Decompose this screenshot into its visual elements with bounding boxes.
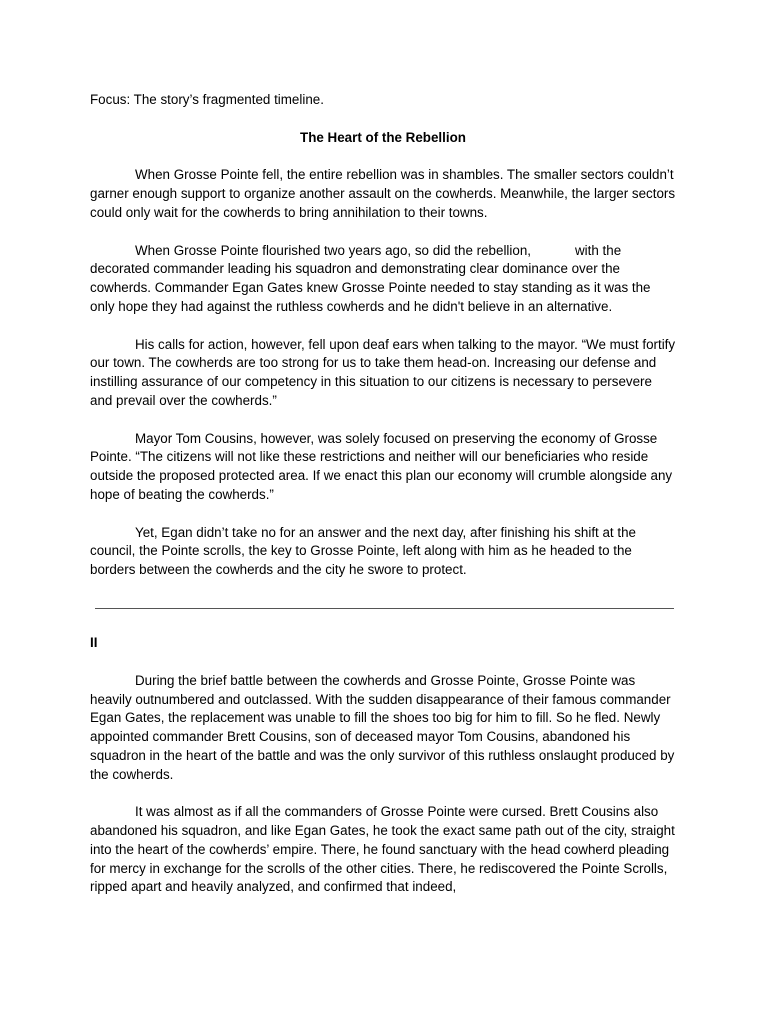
paragraph-2-after-gap: with the xyxy=(575,242,622,258)
story-title: The Heart of the Rebellion xyxy=(300,129,466,145)
paragraph-5: Yet, Egan didn’t take no for an answer and the next day, after finishing his shift at the council, the Pointe scrolls, the key to Grosse Pointe, left along with him as he headed to the borders between the cowherds and the city he swore to protect. xyxy=(90,524,636,578)
paragraph-2-rest: decorated commander leading his squadron and demonstrating clear dominance over the cowherds. Commander Egan Gates knew Grosse Pointe needed to stay standing as it was the only hope they had against the ruthless cowherds and he didn't believe in an alternative. xyxy=(90,261,651,314)
section-2 xyxy=(90,672,676,898)
document-page xyxy=(90,91,676,897)
paragraph-2-start: When Grosse Pointe flourished two years ago, so did the rebellion, xyxy=(135,242,531,258)
paragraph-7: It was almost as if all the commanders of Grosse Pointe were cursed. Brett Cousins also abandoned his squadron, and like Egan Gates, he took the exact same path out of the city, straight into the heart of the cowherds’ empire. There, he found sanctuary with the head cowherd pleading for mercy in exchange for the scrolls of the other cities. There, he rediscovered the Pointe Scrolls, ripped apart and heavily analyzed, and confirmed that indeed, xyxy=(90,804,675,895)
focus-line: Focus: The story’s fragmented timeline. xyxy=(90,92,324,107)
paragraph-3: His calls for action, however, fell upon deaf ears when talking to the mayor. “We must fortify our town. The cowherds are too strong for us to take them head-on. Increasing our defense and instilling assurance of our competency in this situation to our citizens is necessary to persevere and prevail over the cowherds.” xyxy=(90,336,676,408)
paragraph-6: During the brief battle between the cowherds and Grosse Pointe, Grosse Pointe was heavily outnumbered and outclassed. With the sudden disappearance of their famous commander Egan Gates, the replacement was unable to fill the shoes too big for him to fill. So he fled. Newly appointed commander Brett Cousins, son of deceased mayor Tom Cousins, abandoned his squadron in the heart of the battle and was the only survivor of this ruthless onslaught produced by the cowherds. xyxy=(90,672,675,782)
paragraph-1: When Grosse Pointe fell, the entire rebellion was in shambles. The smaller sectors couldn’t garner enough support to organize another assault on the cowherds. Meanwhile, the larger sectors could only wait for the cowherds to bring annihilation to their towns. xyxy=(90,167,676,220)
paragraph-4: Mayor Tom Cousins, however, was solely focused on preserving the economy of Grosse Pointe. “The citizens will not like these restrictions and neither will our beneficiaries who reside outside the proposed protected area. If we enact this plan our economy will crumble alongside any hope of beating the cowherds.” xyxy=(90,430,673,502)
paragraph-2 xyxy=(90,242,676,317)
section-divider xyxy=(95,608,674,609)
section-2-label: II xyxy=(90,634,98,650)
section-1 xyxy=(90,166,676,580)
